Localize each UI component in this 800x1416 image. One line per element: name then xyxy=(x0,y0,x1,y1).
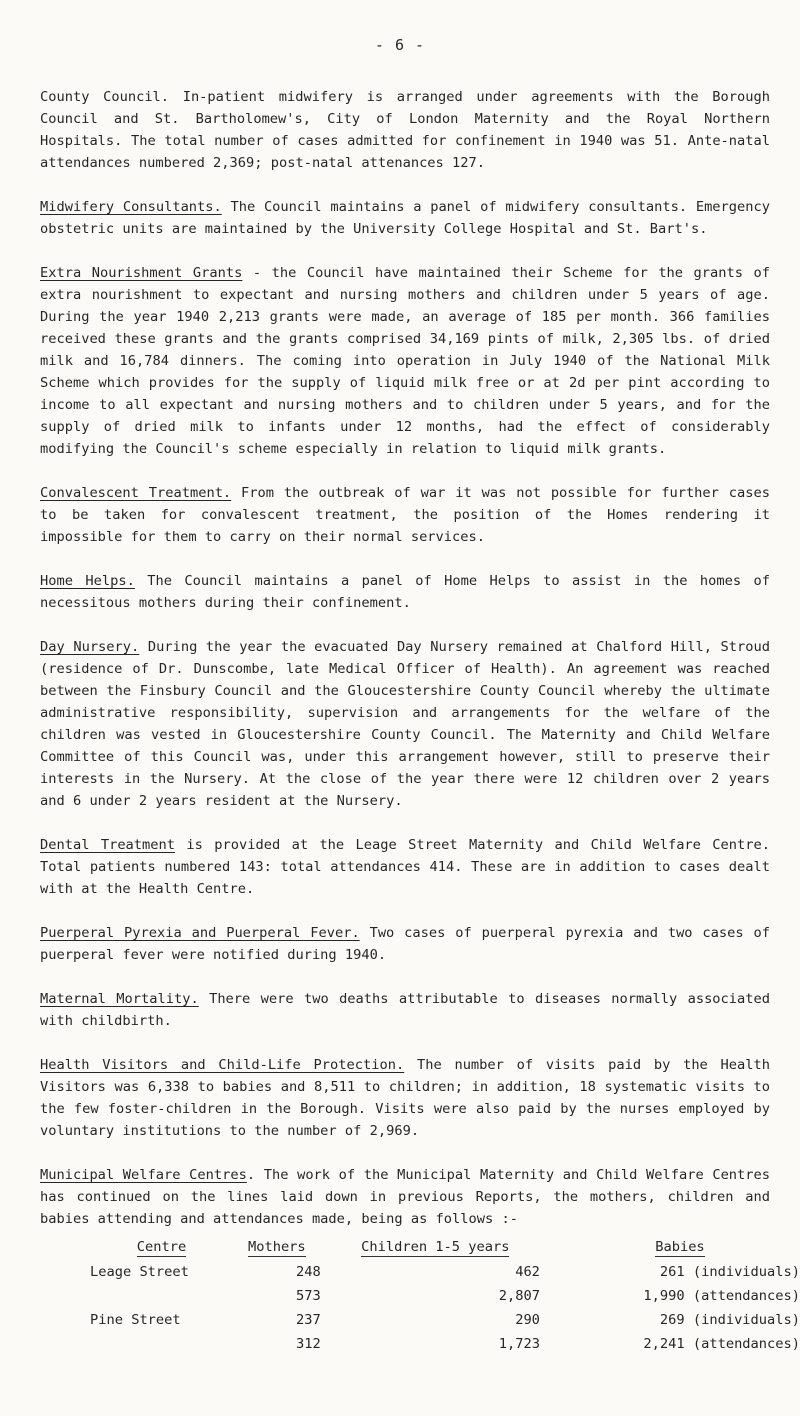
table-cell: Pine Street xyxy=(90,1312,181,1328)
paragraph-text: The number of visits paid by the Health Visitors was 6,338 to babies and 8,511 to children; in addition, 18 systematic visits to the few foster-children in the Borough. Visits were also paid by the nurses employed by voluntary institutions to the number of 2,969. xyxy=(40,1057,771,1139)
paragraph-text: The Council maintains a panel of Home Helps to assist in the homes of necessitous mothers during their confinement. xyxy=(40,573,771,611)
paragraph xyxy=(40,482,770,548)
table-cell: 237 xyxy=(295,1312,321,1328)
document-body xyxy=(40,86,800,1356)
paragraph-text: From the outbreak of war it was not possible for further cases to be taken for convalescent treatment, the position of the Homes rendering it impossible for them to carry on their normal services. xyxy=(40,485,770,545)
table-cell: 2,807 xyxy=(498,1288,540,1304)
paragraph xyxy=(40,636,770,812)
paragraph-heading: Puerperal Pyrexia and Puerperal Fever. xyxy=(40,925,360,941)
paragraph xyxy=(40,922,770,966)
paragraph-heading: Midwifery Consultants. xyxy=(40,199,222,215)
table-header: Centre xyxy=(136,1239,187,1255)
paragraph-text: . The work of the Municipal Maternity and Child Welfare Centres has continued on the lines laid down in previous Reports, the mothers, children and babies attending and attendances made, being as follows :- xyxy=(40,1167,771,1227)
paragraph-heading: Health Visitors and Child-Life Protection. xyxy=(40,1057,405,1073)
paragraph xyxy=(40,1054,770,1142)
paragraph xyxy=(40,1164,770,1230)
paragraph xyxy=(40,196,770,240)
paragraph-heading: Day Nursery. xyxy=(40,639,140,655)
paragraph-text: is provided at the Leage Street Maternity and Child Welfare Centre. Total patients numbered 143: total attendances 414. These are in addition to cases dealt with at the Health Centre. xyxy=(40,837,770,897)
paragraph xyxy=(40,988,770,1032)
welfare-centres-table xyxy=(90,1234,800,1356)
paragraph xyxy=(40,570,770,614)
table-cell: 2,241 (attendances) xyxy=(643,1336,800,1352)
paragraph-text: During the year the evacuated Day Nursery remained at Chalford Hill, Stroud (residence of Dr. Dunscombe, late Medical Officer of Health). An agreement was reached between the Finsbury Council and the Gloucestershire County Council whereby the ultimate administrative responsibility, supervision and arrangements for the welfare of the children was vested in Gloucestershire County Council. The Maternity and Child Welfare Committee of this Council was, under this arrangement however, still to preserve their interests in the Nursery. At the close of the year there were 12 children over 2 years and 6 under 2 years resident at the Nursery. xyxy=(40,639,770,809)
table-row xyxy=(90,1284,800,1308)
paragraph-heading: Municipal Welfare Centres xyxy=(40,1167,247,1183)
paragraph xyxy=(40,86,770,174)
table-cell: 269 (individuals) xyxy=(659,1312,800,1328)
table-row xyxy=(90,1308,800,1332)
page-number: - 6 - xyxy=(374,36,426,54)
paragraph-text: There were two deaths attributable to diseases normally associated with childbirth. xyxy=(40,991,770,1029)
table-header: Mothers xyxy=(247,1239,306,1255)
table-row xyxy=(90,1260,800,1284)
paragraph-heading: Maternal Mortality. xyxy=(40,991,199,1007)
table-cell xyxy=(90,1332,233,1356)
table-cell: 290 xyxy=(515,1312,540,1328)
paragraph xyxy=(40,262,770,460)
table-cell: 573 xyxy=(295,1288,321,1304)
paragraph xyxy=(40,834,770,900)
table-header: Children 1-5 years xyxy=(361,1239,510,1255)
paragraph-heading: Home Helps. xyxy=(40,573,135,589)
paragraph-heading: Dental Treatment xyxy=(40,837,175,853)
table-cell: 462 xyxy=(515,1264,540,1280)
paragraph-text: Two cases of puerperal pyrexia and two cases of puerperal fever were notified during 1940. xyxy=(40,925,770,963)
table-row xyxy=(90,1332,800,1356)
paragraph-text: County Council. In-patient midwifery is arranged under agreements with the Borough Council and St. Bartholomew's, City of London Maternity and the Royal Northern Hospitals. The total number of cases admitted for confinement in 1940 was 51. Ante-natal attendances numbered 2,369; post-natal attenances 127. xyxy=(40,89,770,171)
table-cell xyxy=(90,1284,233,1308)
table-cell: 261 (individuals) xyxy=(659,1264,800,1280)
table-cell: Leage Street xyxy=(90,1264,189,1280)
paragraph-heading: Convalescent Treatment. xyxy=(40,485,232,501)
table-header: Babies xyxy=(655,1239,705,1255)
table-header-row xyxy=(90,1234,800,1260)
table-cell: 248 xyxy=(295,1264,321,1280)
table-cell: 1,990 (attendances) xyxy=(643,1288,800,1304)
paragraph-text: - the Council have maintained their Scheme for the grants of extra nourishment to expectant and nursing mothers and children under 5 years of age. During the year 1940 2,213 grants were made, an average of 185 per month. 366 families received these grants and the grants comprised 34,169 pints of milk, 2,305 lbs. of dried milk and 16,784 dinners. The coming into operation in July 1940 of the National Milk Scheme which provides for the supply of liquid milk free or at 2d per pint according to income to all expectant and nursing mothers and to children under 5 years, and for the supply of dried milk to infants under 12 months, had the effect of considerably modifying the Council's scheme especially in relation to liquid milk grants. xyxy=(40,265,770,457)
paragraph-heading: Extra Nourishment Grants xyxy=(40,265,243,281)
table-cell: 1,723 xyxy=(498,1336,540,1352)
table-cell: 312 xyxy=(295,1336,321,1352)
paragraph-text: The Council maintains a panel of midwifery consultants. Emergency obstetric units are maintained by the University College Hospital and St. Bart's. xyxy=(40,199,770,237)
